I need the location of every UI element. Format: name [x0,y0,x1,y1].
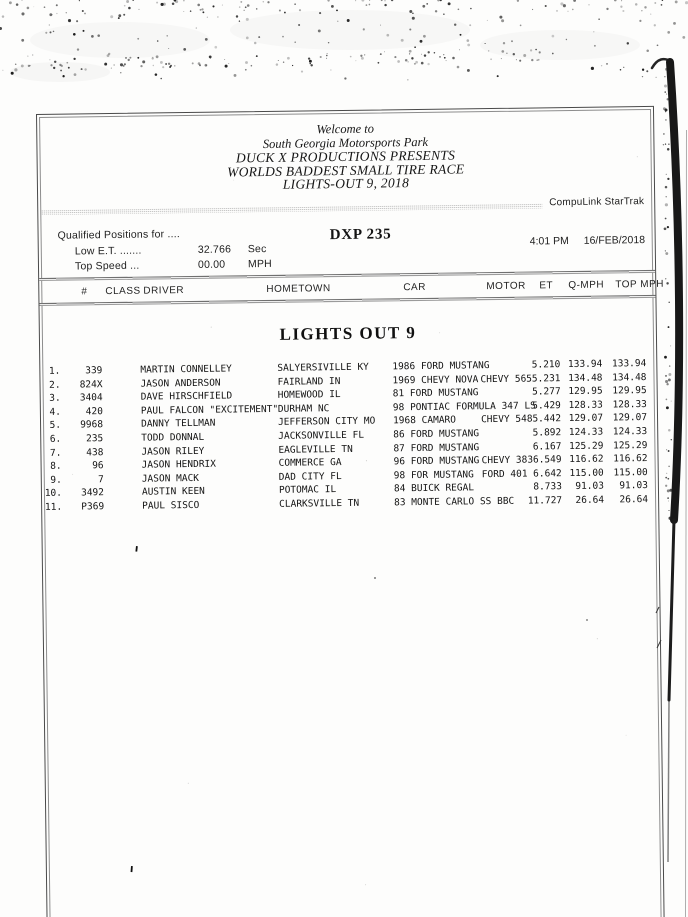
topmph-cell: 116.62 [613,453,648,465]
driver-cell: JASON MACK [141,472,200,485]
col-header-number: # [81,286,88,298]
qmph-cell: 134.48 [568,372,603,384]
driver-cell: JASON HENDRIX [141,458,217,471]
print-date: 16/FEB/2018 [583,234,646,247]
car-cell: 87 FORD MUSTANG [393,441,480,454]
page-frame [36,106,665,917]
race-name-line: WORLDS BADDEST SMALL TIRE RACE [227,160,465,180]
timing-system-brand: CompuLink StarTrak [549,196,645,209]
driver-cell: MARTIN CONNELLEY [140,363,232,376]
et-cell: 5.442 [532,413,562,425]
top-speed-label: Top Speed ... [74,259,140,273]
car-number-cell: 96 [92,460,104,472]
car-cell: 1969 CHEVY NOVA [392,373,479,386]
col-header-driver: DRIVER [143,285,185,297]
col-header-topmph: TOP MPH [615,278,665,291]
qmph-cell: 128.33 [568,399,603,411]
car-cell: 1986 FORD MUSTANG [392,360,490,373]
qmph-cell: 129.95 [568,385,603,398]
et-cell: 11.727 [527,495,563,507]
print-time: 4:01 PM [529,235,569,248]
position-cell: 10. [44,488,63,500]
topmph-cell: 26.64 [619,493,649,506]
et-cell: 8.733 [533,481,562,493]
et-cell: 5.429 [532,399,561,412]
hometown-cell: EAGLEVILLE TN [278,443,353,456]
hometown-cell: DURHAM NC [277,402,330,415]
qmph-cell: 133.94 [567,358,603,371]
position-cell: 6. [49,433,62,445]
hometown-cell: FAIRLAND IN [277,375,341,388]
welcome-line: Welcome to [316,121,375,137]
qmph-cell: 115.00 [569,467,604,479]
motor-cell: CHEVY 565 [480,373,533,385]
qmph-cell: 129.07 [568,412,604,425]
position-cell: 4. [49,406,61,418]
qmph-cell: 26.64 [575,494,605,506]
topmph-cell: 115.00 [613,466,648,479]
position-cell: 9. [50,474,62,486]
driver-cell: PAUL SISCO [142,499,200,512]
driver-cell: JASON ANDERSON [140,377,221,390]
top-speed-line [75,258,272,273]
motor-cell: CHEVY 548 [480,413,533,426]
motor-cell: FORD 401 [481,468,528,480]
driver-cell: TODD DONNAL [141,431,205,444]
rows [40,358,658,516]
hometown-cell: POTOMAC IL [278,484,337,497]
position-cell: 8. [50,460,62,473]
car-cell: 83 MONTE CARLO SS BBC [394,495,515,509]
driver-cell: DAVE HIRSCHFIELD [140,390,233,403]
driver-cell: PAUL FALCON "EXCITEMENT" [140,403,279,417]
car-cell: 1968 CAMARO [392,414,457,427]
et-cell: 5.210 [531,359,561,371]
et-cell: 6.167 [532,440,562,453]
hometown-cell: HOMEWOOD IL [277,389,341,402]
position-cell: 2. [49,379,61,391]
venue-line: South Georgia Motorsports Park [262,134,429,151]
low-et-label: Low E.T. ....... [74,244,142,258]
driver-cell: AUSTIN KEEN [141,486,205,498]
position-cell: 7. [49,447,62,459]
event-header [37,119,654,195]
et-cell: 6.642 [533,467,562,480]
topmph-cell: 91.03 [619,480,648,492]
et-cell: 5.277 [532,386,561,398]
position-cell: 1. [48,365,61,377]
qmph-cell: 116.62 [569,453,604,466]
event-name-line: LIGHTS-OUT 9, 2018 [282,175,410,192]
topmph-cell: 133.94 [611,358,647,370]
top-speed-unit: MPH [247,257,272,271]
car-number-cell: 438 [86,446,104,458]
topmph-cell: 134.48 [612,371,647,384]
hometown-cell: COMMERCE GA [278,457,342,470]
topmph-cell: 125.29 [612,439,648,452]
position-cell: 5. [49,420,62,432]
hometown-cell: JACKSONVILLE FL [278,429,365,442]
driver-cell: JASON RILEY [141,445,205,458]
topmph-cell: 128.33 [612,398,647,411]
session-title: DXP 235 [329,226,392,244]
driver-cell: DANNY TELLMAN [141,418,216,431]
hometown-cell: SALYERSIVILLE KY [277,361,369,374]
dotted-divider [41,203,542,215]
car-cell: 96 FORD MUSTANG [393,455,480,468]
car-number-cell: 235 [86,433,104,445]
col-header-hometown: HOMETOWN [266,283,331,295]
car-number-cell: 9968 [80,419,104,431]
car-cell: 98 PONTIAC FORMULA 347 LS [392,400,536,414]
et-cell: 5.231 [531,372,561,385]
col-header-car: CAR [403,281,427,294]
motor-cell: CHEVY 383 [481,454,534,467]
col-header-class: CLASS [105,285,141,298]
top-speed-value: 00.00 [197,258,226,271]
car-cell: 81 FORD MUSTANG [392,387,479,400]
hometown-cell: DAD CITY FL [278,470,342,483]
car-cell: 86 FORD MUSTANG [393,428,480,441]
qmph-cell: 125.29 [568,440,604,452]
col-header-et: ET [539,280,554,292]
car-number-cell: 824X [79,378,103,391]
topmph-cell: 129.95 [612,385,647,397]
hometown-cell: CLARKSVILLE TN [279,497,360,510]
car-number-cell: 7 [97,473,104,485]
qmph-cell: 91.03 [575,480,604,493]
car-cell: 84 BUICK REGAL [393,482,475,495]
position-cell: 11. [44,501,63,513]
car-number-cell: 3404 [79,392,103,404]
car-number-cell: 339 [85,365,103,377]
car-number-cell: 3492 [81,487,105,499]
topmph-cell: 124.33 [612,425,648,438]
col-header-qmph: Q-MPH [568,279,605,292]
hometown-cell: JEFFERSON CITY MO [277,415,376,429]
low-et-value: 32.766 [197,243,232,256]
low-et-unit: Sec [247,242,267,256]
et-cell: 6.549 [532,454,562,466]
qmph-cell: 124.33 [568,426,604,439]
col-header-motor: MOTOR [486,280,526,293]
topmph-cell: 129.07 [612,412,648,424]
qualified-positions-label: Qualified Positions for .... [57,228,180,242]
presents-line: DUCK X PRODUCTIONS PRESENTS [235,147,456,166]
car-cell: 98 FOR MUSTANG [393,469,474,482]
car-number-cell: P369 [81,501,105,513]
position-cell: 3. [49,392,61,405]
car-number-cell: 420 [85,405,103,418]
class-section-title: LIGHTS OUT 9 [279,323,417,344]
et-cell: 5.892 [532,427,562,439]
